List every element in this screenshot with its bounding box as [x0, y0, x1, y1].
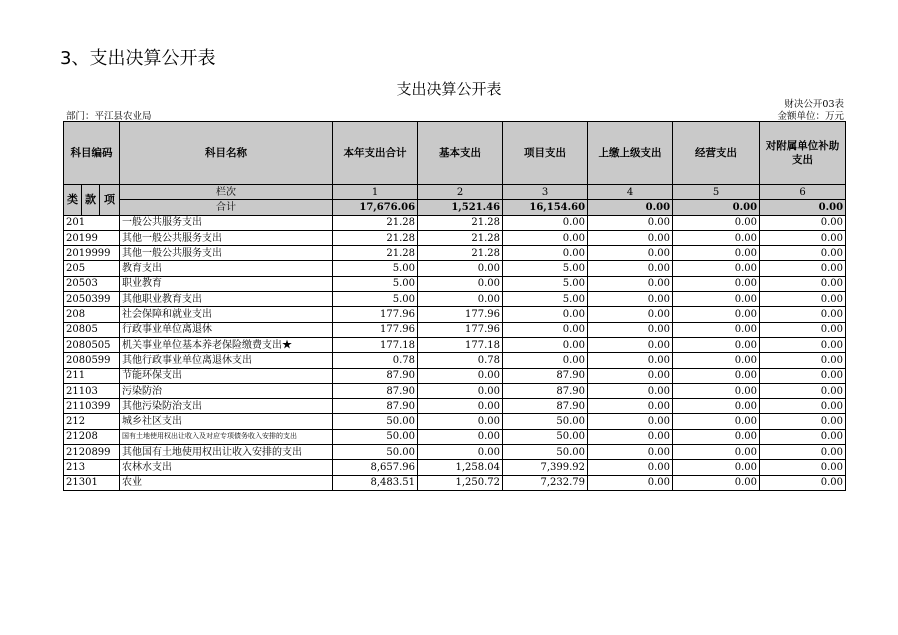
row-code: 205: [64, 261, 120, 276]
row-value: 0.00: [673, 276, 760, 291]
row-value: 0.00: [588, 414, 673, 429]
column-number: 2: [418, 185, 503, 200]
row-code: 2110399: [64, 399, 120, 414]
row-value: 7,399.92: [503, 460, 588, 475]
header-total: 本年支出合计: [333, 122, 418, 185]
row-value: 177.18: [418, 337, 503, 352]
column-number: 3: [503, 185, 588, 200]
row-value: 5.00: [503, 276, 588, 291]
row-value: 0.00: [673, 445, 760, 460]
table-row: [64, 337, 846, 352]
row-value: 5.00: [503, 261, 588, 276]
row-value: 0.00: [673, 475, 760, 490]
row-value: 0.00: [588, 292, 673, 307]
row-value: 21.28: [418, 215, 503, 230]
row-name: 污染防治: [120, 383, 333, 398]
row-value: 0.00: [673, 399, 760, 414]
header-name: 科目名称: [120, 122, 333, 185]
row-value: 0.00: [418, 429, 503, 444]
row-value: 0.00: [673, 261, 760, 276]
row-value: 0.00: [673, 292, 760, 307]
row-value: 0.00: [588, 246, 673, 261]
section-heading: 3、支出决算公开表: [60, 48, 216, 69]
row-value: 0.00: [673, 215, 760, 230]
header-subsidy: 对附属单位补助支出: [760, 122, 846, 185]
row-value: 50.00: [503, 445, 588, 460]
row-value: 1,258.04: [418, 460, 503, 475]
row-value: 21.28: [333, 230, 418, 245]
table-row: [64, 230, 846, 245]
row-code: 2050399: [64, 292, 120, 307]
row-code: 211: [64, 368, 120, 383]
row-value: 0.00: [418, 414, 503, 429]
row-value: 5.00: [333, 292, 418, 307]
row-value: 0.00: [418, 368, 503, 383]
row-code: 20199: [64, 230, 120, 245]
table-row: [64, 460, 846, 475]
header-upper: 上缴上级支出: [588, 122, 673, 185]
row-value: 21.28: [333, 246, 418, 261]
row-name: 其他职业教育支出: [120, 292, 333, 307]
row-value: 50.00: [333, 445, 418, 460]
column-label: 栏次: [120, 185, 333, 200]
row-value: 0.00: [503, 322, 588, 337]
table-row: [64, 246, 846, 261]
row-value: 0.00: [588, 475, 673, 490]
row-value: 0.00: [760, 246, 846, 261]
row-name: 农业: [120, 475, 333, 490]
row-value: 177.18: [333, 337, 418, 352]
row-value: 0.00: [588, 445, 673, 460]
row-value: 0.00: [673, 246, 760, 261]
row-name: 其他国有土地使用权出让收入安排的支出: [120, 445, 333, 460]
row-value: 0.00: [588, 368, 673, 383]
total-value: 0.00: [673, 200, 760, 215]
row-code: 21301: [64, 475, 120, 490]
row-value: 0.00: [588, 261, 673, 276]
row-value: 0.00: [588, 353, 673, 368]
row-value: 8,483.51: [333, 475, 418, 490]
header-kuan: 款: [82, 185, 100, 216]
header-row: [64, 122, 846, 185]
row-value: 0.00: [418, 261, 503, 276]
row-code: 21103: [64, 383, 120, 398]
row-value: 1,250.72: [418, 475, 503, 490]
table-row: [64, 399, 846, 414]
row-code: 201: [64, 215, 120, 230]
total-label: 合计: [120, 200, 333, 215]
form-code: 财决公开03表: [784, 99, 844, 110]
row-value: 0.00: [760, 215, 846, 230]
header-xiang: 项: [100, 185, 120, 216]
row-code: 213: [64, 460, 120, 475]
column-number: 1: [333, 185, 418, 200]
row-value: 0.00: [418, 276, 503, 291]
row-value: 0.00: [588, 276, 673, 291]
row-value: 0.00: [503, 337, 588, 352]
row-value: 0.00: [673, 414, 760, 429]
row-code: 20503: [64, 276, 120, 291]
row-value: 5.00: [333, 276, 418, 291]
total-value: 1,521.46: [418, 200, 503, 215]
row-code: 208: [64, 307, 120, 322]
row-value: 0.00: [760, 230, 846, 245]
department-label: 部门：平江县农业局: [66, 111, 152, 122]
row-code: 212: [64, 414, 120, 429]
row-value: 0.00: [760, 337, 846, 352]
row-code: 2019999: [64, 246, 120, 261]
total-value: 17,676.06: [333, 200, 418, 215]
header-business: 经营支出: [673, 122, 760, 185]
table-row: [64, 353, 846, 368]
row-value: 0.00: [503, 307, 588, 322]
row-value: 177.96: [418, 322, 503, 337]
column-number-row: [64, 185, 846, 200]
row-value: 87.90: [333, 383, 418, 398]
row-value: 21.28: [333, 215, 418, 230]
row-value: 0.00: [588, 215, 673, 230]
table-row: [64, 307, 846, 322]
row-value: 0.00: [673, 429, 760, 444]
row-value: 0.00: [760, 399, 846, 414]
row-value: 0.00: [760, 445, 846, 460]
row-value: 87.90: [333, 368, 418, 383]
row-value: 0.78: [418, 353, 503, 368]
row-value: 0.00: [418, 445, 503, 460]
row-value: 0.00: [760, 429, 846, 444]
row-name: 行政事业单位离退休: [120, 322, 333, 337]
row-value: 0.00: [588, 460, 673, 475]
row-name: 职业教育: [120, 276, 333, 291]
total-row: [64, 200, 846, 215]
row-value: 0.00: [588, 337, 673, 352]
row-name: 一般公共服务支出: [120, 215, 333, 230]
row-name: 其他污染防治支出: [120, 399, 333, 414]
column-number: 4: [588, 185, 673, 200]
row-name: 节能环保支出: [120, 368, 333, 383]
row-value: 87.90: [503, 368, 588, 383]
row-value: 0.00: [588, 429, 673, 444]
header-project: 项目支出: [503, 122, 588, 185]
row-code: 21208: [64, 429, 120, 444]
row-value: 0.00: [503, 215, 588, 230]
column-number: 6: [760, 185, 846, 200]
row-value: 0.00: [673, 230, 760, 245]
row-value: 0.00: [760, 307, 846, 322]
row-name: 城乡社区支出: [120, 414, 333, 429]
table-row: [64, 445, 846, 460]
table-row: [64, 292, 846, 307]
row-name: 其他一般公共服务支出: [120, 230, 333, 245]
row-value: 5.00: [503, 292, 588, 307]
row-value: 0.00: [673, 460, 760, 475]
row-value: 0.78: [333, 353, 418, 368]
row-name: 社会保障和就业支出: [120, 307, 333, 322]
row-value: 0.00: [503, 246, 588, 261]
row-value: 21.28: [418, 246, 503, 261]
row-name: 教育支出: [120, 261, 333, 276]
row-value: 87.90: [503, 383, 588, 398]
row-value: 0.00: [760, 276, 846, 291]
row-name: 机关事业单位基本养老保险缴费支出★: [120, 337, 333, 352]
row-value: 87.90: [503, 399, 588, 414]
row-value: 0.00: [760, 322, 846, 337]
row-value: 50.00: [503, 414, 588, 429]
row-code: 2080505: [64, 337, 120, 352]
row-value: 21.28: [418, 230, 503, 245]
row-value: 0.00: [760, 475, 846, 490]
row-value: 0.00: [760, 414, 846, 429]
row-value: 0.00: [418, 383, 503, 398]
header-lei: 类: [64, 185, 82, 216]
table-row: [64, 429, 846, 444]
table-row: [64, 322, 846, 337]
total-value: 0.00: [588, 200, 673, 215]
table-row: [64, 261, 846, 276]
row-code: 2080599: [64, 353, 120, 368]
row-value: 0.00: [673, 307, 760, 322]
row-name: 其他行政事业单位离退休支出: [120, 353, 333, 368]
row-value: 0.00: [760, 460, 846, 475]
row-value: 0.00: [588, 307, 673, 322]
row-value: 0.00: [503, 353, 588, 368]
table-row: [64, 215, 846, 230]
row-value: 0.00: [588, 399, 673, 414]
row-value: 50.00: [333, 414, 418, 429]
row-value: 0.00: [588, 230, 673, 245]
table-row: [64, 475, 846, 490]
column-number: 5: [673, 185, 760, 200]
row-value: 0.00: [673, 322, 760, 337]
table-row: [64, 414, 846, 429]
row-value: 0.00: [588, 383, 673, 398]
row-name: 国有土地使用权出让收入及对应专项债务收入安排的支出: [120, 429, 333, 444]
row-value: 0.00: [760, 368, 846, 383]
row-value: 0.00: [673, 337, 760, 352]
row-value: 177.96: [418, 307, 503, 322]
total-value: 0.00: [760, 200, 846, 215]
table-title: 支出决算公开表: [396, 80, 502, 98]
row-value: 0.00: [760, 292, 846, 307]
row-value: 87.90: [333, 399, 418, 414]
amount-unit: 金额单位：万元: [777, 111, 844, 122]
row-value: 0.00: [418, 399, 503, 414]
row-value: 0.00: [588, 322, 673, 337]
row-value: 0.00: [760, 353, 846, 368]
expenditure-table: [63, 121, 846, 491]
row-code: 2120899: [64, 445, 120, 460]
row-value: 8,657.96: [333, 460, 418, 475]
row-value: 0.00: [673, 368, 760, 383]
row-value: 0.00: [673, 383, 760, 398]
table-row: [64, 368, 846, 383]
total-value: 16,154.60: [503, 200, 588, 215]
row-name: 其他一般公共服务支出: [120, 246, 333, 261]
row-code: 20805: [64, 322, 120, 337]
row-value: 5.00: [333, 261, 418, 276]
row-name: 农林水支出: [120, 460, 333, 475]
row-value: 0.00: [503, 230, 588, 245]
row-value: 0.00: [760, 383, 846, 398]
row-value: 50.00: [503, 429, 588, 444]
row-value: 177.96: [333, 322, 418, 337]
row-value: 50.00: [333, 429, 418, 444]
row-value: 7,232.79: [503, 475, 588, 490]
row-value: 0.00: [673, 353, 760, 368]
row-value: 177.96: [333, 307, 418, 322]
table-row: [64, 276, 846, 291]
header-code: 科目编码: [64, 122, 120, 185]
header-basic: 基本支出: [418, 122, 503, 185]
row-value: 0.00: [760, 261, 846, 276]
table-row: [64, 383, 846, 398]
row-value: 0.00: [418, 292, 503, 307]
